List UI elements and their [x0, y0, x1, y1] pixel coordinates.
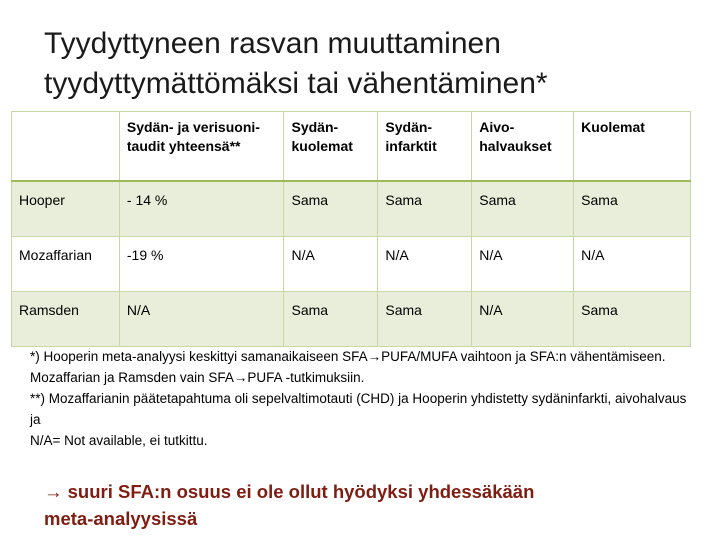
- table-header-row: [12, 112, 691, 182]
- row-label-cell: Ramsden: [12, 292, 120, 347]
- results-table: [11, 111, 691, 347]
- table-cell: Sama: [574, 292, 691, 347]
- header-cell-infarctions: Sydän-infarktit: [378, 112, 472, 182]
- table-cell: Sama: [378, 181, 472, 237]
- table-row: [12, 181, 691, 237]
- slide-title: [44, 24, 704, 104]
- table-cell: N/A: [119, 292, 284, 347]
- slide-title-line-2: tyydyttymättömäksi tai vähentäminen*: [44, 67, 548, 100]
- table-cell: Sama: [472, 181, 574, 237]
- header-cell-cardiovascular: Sydän- ja verisuoni-taudit yhteensä**: [119, 112, 284, 182]
- table-cell: -19 %: [119, 237, 284, 292]
- table-cell: N/A: [472, 292, 574, 347]
- header-cell-cardiac-deaths: Sydän-kuolemat: [284, 112, 378, 182]
- table-cell: Sama: [284, 292, 378, 347]
- table-cell: Sama: [284, 181, 378, 237]
- conclusion-text: [44, 478, 684, 532]
- table-cell: N/A: [574, 237, 691, 292]
- conclusion-line-2: meta-analyysissä: [44, 508, 198, 529]
- footnote-1: *) Hooperin meta-analyysi keskittyi samanaikaiseen SFA→PUFA/MUFA vaihtoon ja SFA:n vähentämiseen. Mozaffarian ja Ramsden vain SFA→PUFA -tutkimuksiin.: [30, 349, 666, 385]
- table-cell: N/A: [472, 237, 574, 292]
- slide-title-line-1: Tyydyttyneen rasvan muuttaminen: [44, 27, 501, 60]
- footnote-2: **) Mozaffarianin päätetapahtuma oli sepelvaltimotauti (CHD) ja Hooperin yhdistetty sydäninfarkti, aivohalvaus ja: [30, 391, 687, 427]
- table-cell: Sama: [378, 292, 472, 347]
- table-cell: N/A: [284, 237, 378, 292]
- table-row: [12, 237, 691, 292]
- header-cell-deaths: Kuolemat: [574, 112, 691, 182]
- table-cell: Sama: [574, 181, 691, 237]
- footnotes: [30, 346, 700, 451]
- table-row: [12, 292, 691, 347]
- conclusion-line-1: → suuri SFA:n osuus ei ole ollut hyödyksi yhdessäkään: [44, 481, 535, 502]
- table-cell: N/A: [378, 237, 472, 292]
- row-label-cell: Mozaffarian: [12, 237, 120, 292]
- table-cell: - 14 %: [119, 181, 284, 237]
- footnote-3: N/A= Not available, ei tutkittu.: [30, 433, 208, 448]
- header-cell-empty: [12, 112, 120, 182]
- header-cell-strokes: Aivo-halvaukset: [472, 112, 574, 182]
- row-label-cell: Hooper: [12, 181, 120, 237]
